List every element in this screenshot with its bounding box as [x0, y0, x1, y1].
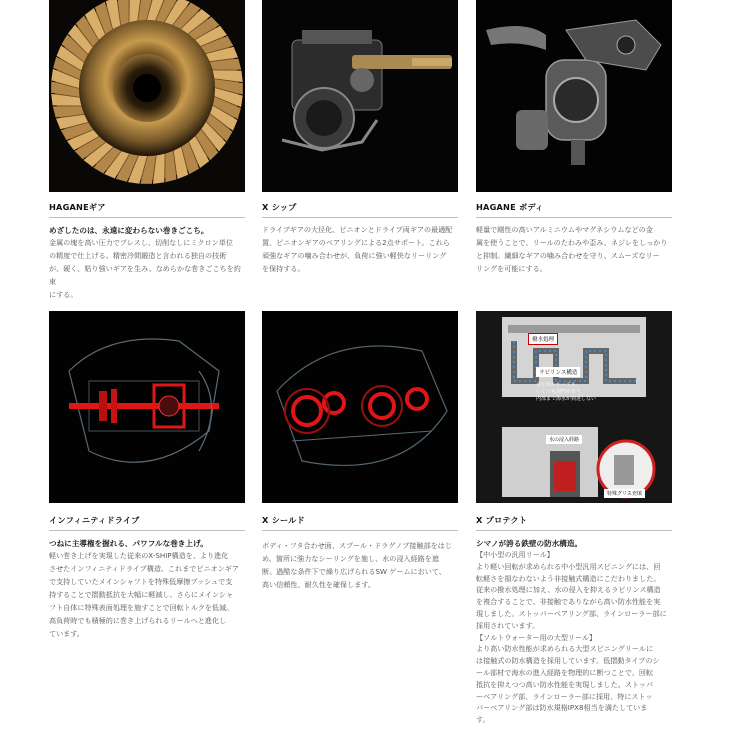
card-body: ドライブギアの大径化、ピニオンとドライブ両ギアの最適配 置、ピニオンギアのベアリングによる2点サポート。これら 頑強なギアの噛み合わせが、負荷に強い軽快なリーリング を保持する。	[262, 225, 453, 273]
card-body: 軽量で剛性の高いアルミニウムやマグネシウムなどの金 属を使うことで、リールのたわみや歪み、ネジレをしっかり と抑制。繊細なギアの噛み合わせを守り、スムーズなリー リングを可能にする。	[476, 225, 668, 273]
divider	[49, 530, 245, 531]
card-title: X シールド	[262, 515, 305, 525]
infinity-drive-image	[49, 311, 245, 503]
diagram-label: 特殊グリス充填	[604, 489, 645, 498]
divider	[262, 530, 458, 531]
divider	[476, 530, 672, 531]
x-shield-image	[262, 311, 458, 503]
divider	[262, 217, 458, 218]
card-body: 軽い巻き上げを実現した従来のX-SHIP構造を、より進化 させたインフィニティドライブ構造。これまでピニオンギア で支持していたメインシャフトを特殊低摩擦ブッシュで支 持することで摺動抵抗を大幅に軽減し、さらにメインシャ フト自体に特殊表面処理を施すことで回転トルクを低減。 高負荷時でも積極的に巻き上げられるリールへと進化し ています。	[49, 551, 239, 638]
card-title: X プロテクト	[476, 515, 528, 525]
card-body: ボディ・フタ合わせ面、スプール・ドラグノブ接触部をはじ め、箇所に強力なシーリングを施し、水の浸入経路を遮 断。過酷な条件下で繰り広げられるSW ゲームにおいて、 高い信頼性、耐久性を確保します。	[262, 541, 452, 589]
diagram-label: 水の浸入経路	[546, 435, 582, 444]
card-lead: めざしたのは、永遠に変わらない巻きごこち。	[49, 226, 209, 235]
card-title: インフィニティドライブ	[49, 515, 140, 525]
diagram-label: 内部まで海水が到達しない	[536, 396, 597, 402]
x-protect-image	[476, 311, 672, 503]
card-body: 金属の塊を高い圧力でプレスし、切削なしにミクロン単位 の精度で仕上げる。精密冷間鍛造と言われる独自の技術 が、硬く、粘り強いギアを生み、なめらかな巻きごこちを約束 にする。	[49, 238, 241, 299]
card-lead: シマノが誇る鉄壁の防水構造。	[476, 539, 583, 548]
divider	[49, 217, 245, 218]
diagram-label: いくつも関門があり	[536, 389, 582, 395]
diagram-label: 水圧がかかっても、	[536, 382, 582, 388]
gear-image	[49, 0, 245, 192]
diagram-label: ラビリンス構造	[536, 367, 580, 377]
card-title: X シップ	[262, 202, 297, 212]
card-title: HAGANE ボディ	[476, 202, 544, 212]
gearbox-image	[262, 0, 458, 192]
card-lead: つねに主導権を握れる、パワフルな巻き上げ。	[49, 539, 208, 548]
card-body: 【中小型の汎用リール】 より軽い回転が求められる中小型汎用スピニングには、回 転軽さを損なわないよう非接触式構造にこだわりました。 従来の撥水処理に加え、水の侵入を抑えるラビリンス構造 を複合することで、非接触でありながら高い防水性能を実 現しました。ストッパーベアリング部、ラインローラー部に 採用されています。 【ソルトウォーター用の大型リール】 より高い防水性能が求められる大型スピニングリールに は接触式の防水構造を採用しています。低摺動タイプのシ ール部材で海水の進入経路を物理的に断つことで、回転 抵抗を抑えつつ高い防水性能を実現しました。ストッパ ーベアリング部、ラインローラー部に採用、特にストッ パーベアリング部は防水規格IPX8相当を満たしていま す。	[476, 550, 667, 725]
card-title: HAGANEギア	[49, 202, 106, 212]
reel-body-image	[476, 0, 672, 192]
diagram-label: 撥水処理	[528, 333, 558, 345]
divider	[476, 217, 672, 218]
